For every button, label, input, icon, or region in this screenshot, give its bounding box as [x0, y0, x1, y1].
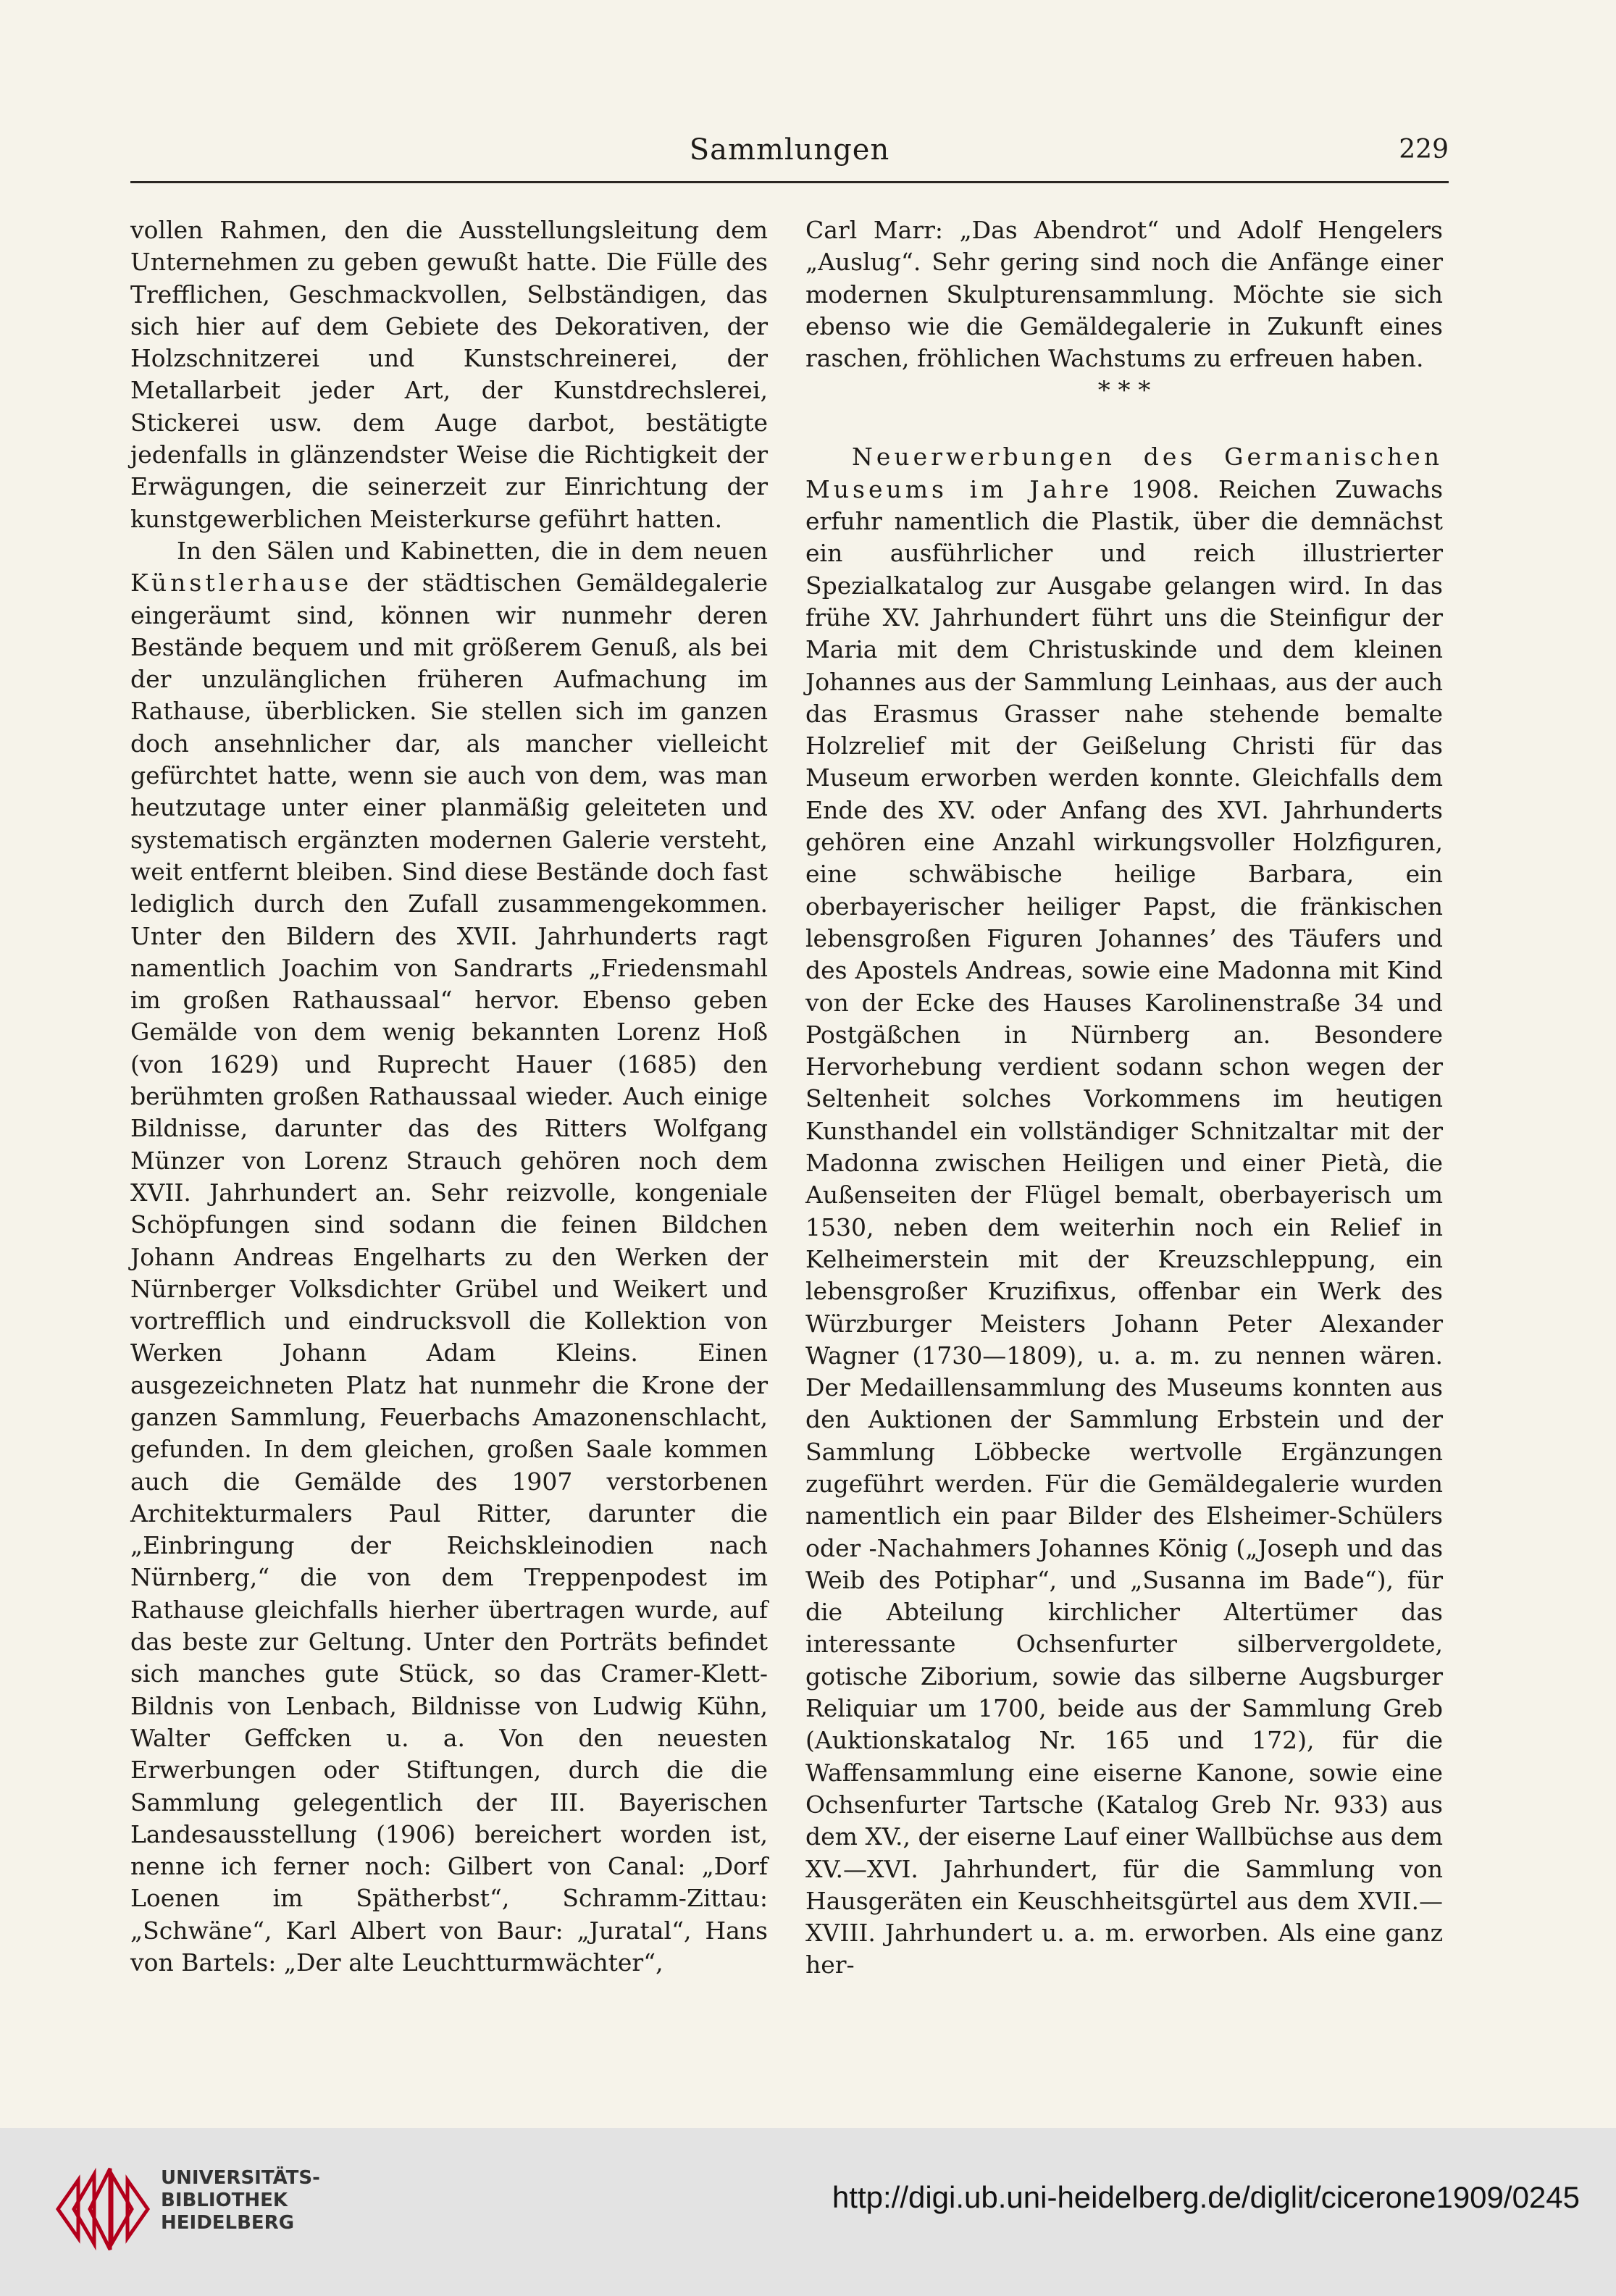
- section-divider: [805, 374, 1443, 441]
- paragraph: vollen Rahmen, den die Ausstellungsleitung dem Unternehmen zu geben gewußt hatte. Die Fülle des Trefflichen, Geschmackvollen, Selbständigen, das sich hier auf dem Gebiete des Dekorativen, der Holzschnitzerei und Kunstschreinerei, der Metallarbeit jeder Art, der Kunstdrechslerei, Stickerei usw. dem Auge darbot, bestätigte jedenfalls in glänzendster Weise die Richtigkeit der Erwägungen, die seinerzeit zur Einrichtung der kunstgewerblichen Meisterkurse geführt hatten.: [130, 216, 768, 533]
- left-column: [130, 214, 768, 1979]
- library-name-line: HEIDELBERG: [161, 2212, 295, 2234]
- spaced-term: Künstlerhause: [130, 569, 353, 598]
- source-url[interactable]: http://digi.ub.uni-heidelberg.de/diglit/cicerone1909/0245: [832, 2180, 1580, 2214]
- paragraph: [805, 441, 1443, 1981]
- header-rule: [130, 181, 1449, 183]
- page-number: 229: [1399, 135, 1449, 164]
- library-name: [161, 2167, 320, 2234]
- text-run: der städtischen Gemäldegalerie eingeräumt sind, können wir nunmehr deren Bestände bequem und mit größerem Genuß, als bei der unzulänglichen früheren Aufmachung im Rathause, überblicken. Sie stellen sich im ganzen doch ansehnlicher dar, als mancher vielleicht gefürchtet hatte, wenn sie auch von dem, was man heutzutage unter einer planmäßig geleiteten und systematisch ergänzten modernen Galerie versteht, weit entfernt bleiben. Sind diese Bestände doch fast lediglich durch den Zufall zusammengekommen. Unter den Bildern des XVII. Jahrhunderts ragt namentlich Joachim von Sandrarts „Friedensmahl im großen Rathaussaal“ hervor. Ebenso geben Gemälde von dem wenig bekannten Lorenz Hoß (von 1629) und Ruprecht Hauer (1685) den berühmten großen Rathaussaal wieder. Auch einige Bildnisse, darunter das des Ritters Wolfgang Münzer von Lorenz Strauch gehören noch dem XVII. Jahrhundert an. Sehr reizvolle, kongeniale Schöpfungen sind sodann die feinen Bildchen Johann Andreas Engelharts zu den Werken der Nürnberger Volksdichter Grübel und Weikert und vortrefflich und eindrucksvoll die Kollektion von Werken Johann Adam Kleins. Einen ausgezeichneten Platz hat nunmehr die Krone der ganzen Sammlung, Feuerbachs Amazonenschlacht, gefunden. In dem gleichen, großen Saale kommen auch die Gemälde des 1907 verstorbenen Architekturmalers Paul Ritter, darunter die „Einbringung der Reichskleinodien nach Nürnberg,“ die von dem Treppenpodest im Rathause gleichfalls hierher übertragen wurde, auf das beste zur Geltung. Unter den Porträts befindet sich manches gute Stück, so das Cramer-Klett-Bildnis von Lenbach, Bildnisse von Ludwig Kühn, Walter Geffcken u. a. Von den neuesten Erwerbungen oder Stiftungen, durch die die Sammlung gelegentlich der III. Bayerischen Landesausstellung (1906) bereichert worden ist, nenne ich ferner noch: Gilbert von Canal: „Dorf Loenen im Spätherbst“, Schramm-Zittau: „Schwäne“, Karl Albert von Baur: „Juratal“, Hans von Bartels: „Der alte Leuchtturmwächter“,: [130, 569, 768, 1977]
- library-name-line: BIBLIOTHEK: [161, 2190, 288, 2211]
- page-title: Sammlungen: [689, 133, 890, 167]
- footer-bar: [0, 2128, 1616, 2296]
- library-logo-icon: [52, 2158, 154, 2254]
- right-column: [805, 214, 1443, 1982]
- text-run: 1908. Reichen Zuwachs erfuhr namentlich die Plastik, über die demnächst ein ausführlicher und reich illustrierter Spezialkatalog zur Ausgabe gelangen wird. In das frühe XV. Jahrhundert führt uns die Steinfigur der Maria mit dem Christuskinde und dem kleinen Johannes aus der Sammlung Leinhaas, aus der auch das Erasmus Grasser nahe stehende bemalte Holzrelief mit der Geißelung Christi für das Museum erworben werden konnte. Gleichfalls dem Ende des XV. oder Anfang des XVI. Jahrhunderts gehören eine Anzahl wirkungsvoller Holzfiguren, eine schwäbische heilige Barbara, ein oberbayerischer heiliger Papst, die fränkischen lebensgroßen Figuren Johannes’ des Täufers und des Apostels Andreas, sowie eine Madonna mit Kind von der Ecke des Hauses Karolinenstraße 34 und Postgäßchen in Nürnberg an. Besondere Hervorhebung verdient sodann schon wegen der Seltenheit solches Vorkommens im heutigen Kunsthandel ein vollständiger Schnitzaltar mit der Madonna zwischen Heiligen und einer Pietà, die Außenseiten der Flügel bemalt, oberbayerisch um 1530, neben dem weiterhin noch ein Relief in Kelheimerstein mit der Kreuzschleppung, ein lebensgroßer Kruzifixus, offenbar ein Werk des Würzburger Meisters Johann Peter Alexander Wagner (1730—1809), u. a. m. zu nennen wären. Der Medaillensammlung des Museums konnten aus den Auktionen der Sammlung Erbstein und der Sammlung Löbbecke wertvolle Ergänzungen zugeführt werden. Für die Gemäldegalerie wurden namentlich ein paar Bilder des Elsheimer-Schülers oder -Nachahmers Johannes König („Joseph und das Weib des Potiphar“, und „Susanna im Bade“), für die Abteilung kirchlicher Altertümer das interessante Ochsenfurter silbervergoldete, gotische Ziborium, sowie das silberne Augsburger Reliquiar um 1700, beide aus der Sammlung Greb (Auktionskatalog Nr. 165 und 172), für die Waffensammlung eine eiserne Kanone, sowie eine Ochsenfurter Tartsche (Katalog Greb Nr. 933) aus dem XV., der eiserne Lauf einer Wallbüchse aus dem XV.—XVI. Jahrhundert, für die Sammlung von Hausgeräten ein Keuschheitsgürtel aus dem XVII.—XVIII. Jahrhundert u. a. m. erworben. Als eine ganz her-: [805, 474, 1443, 1979]
- running-head: [130, 125, 1449, 175]
- paragraph: Carl Marr: „Das Abendrot“ und Adolf Hengelers „Auslug“. Sehr gering sind noch die Anfänge einer modernen Skulpturensammlung. Möchte sie sich ebenso wie die Gemäldegalerie in Zukunft eines raschen, fröhlichen Wachstums zu erfreuen haben.: [805, 216, 1443, 373]
- asterism: * * *: [1097, 376, 1151, 406]
- text-run: In den Sälen und Kabinetten, die in dem neuen: [177, 536, 768, 565]
- spaced-heading: Neuerwerbungen des Germanischen Museums im Jahre: [805, 443, 1443, 503]
- library-name-line: UNIVERSITÄTS-: [161, 2167, 320, 2189]
- paragraph: [130, 535, 768, 1979]
